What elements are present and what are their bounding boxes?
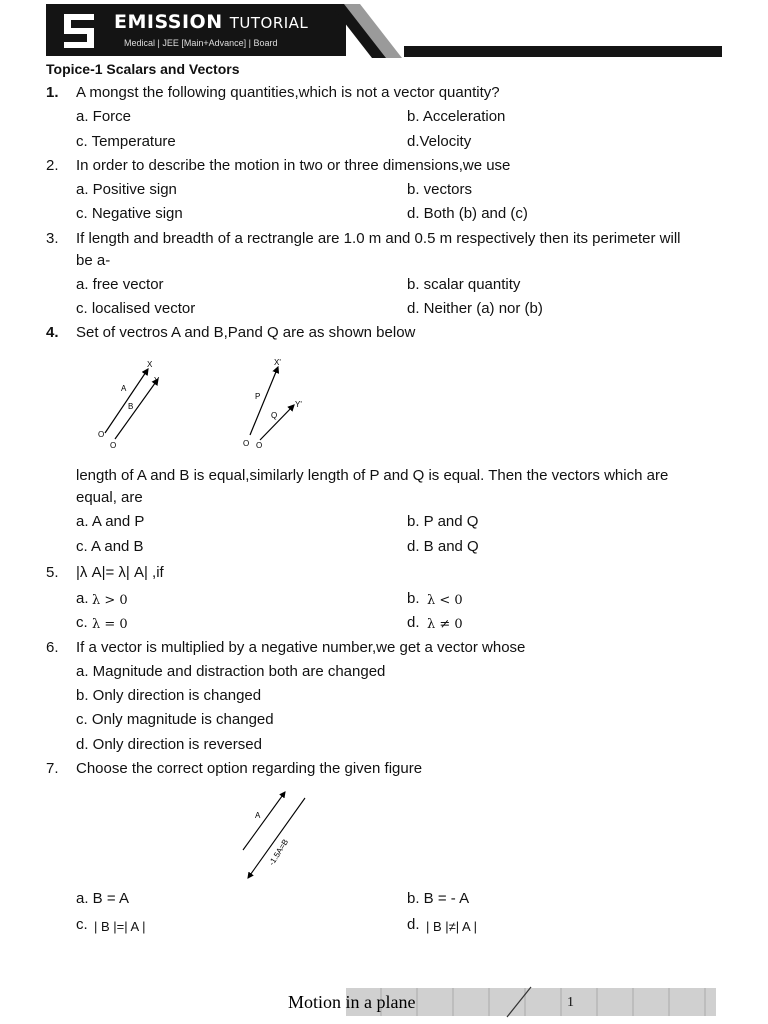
option: b. Acceleration xyxy=(407,108,506,125)
vector-figure-ab-pq xyxy=(90,355,320,455)
label-b: B xyxy=(128,402,134,411)
question-text: |λ A|= λ| A| ,if xyxy=(76,564,164,581)
brand-logo-block xyxy=(46,4,346,56)
question-text-cont: equal, are xyxy=(76,489,143,506)
option: c. Negative sign xyxy=(76,205,183,222)
question-number: 7. xyxy=(46,760,59,777)
page-number: 1 xyxy=(567,995,574,1010)
question-text: A mongst the following quantities,which is not a vector quantity? xyxy=(76,84,500,101)
label-y: Y xyxy=(154,376,160,385)
vector-figure-a-b xyxy=(235,788,315,884)
option: a. B = A xyxy=(76,890,129,907)
question-number: 6. xyxy=(46,639,59,656)
brand-main: EMISSION xyxy=(114,11,223,33)
brand-tagline: Medical | JEE [Main+Advance] | Board xyxy=(124,38,278,48)
header-slash-decoration xyxy=(330,4,410,58)
option-letter: b. xyxy=(407,590,420,607)
label-a: A xyxy=(255,811,261,820)
label-origin: O xyxy=(256,441,263,450)
option: a. Force xyxy=(76,108,132,125)
option: c. Only magnitude is changed xyxy=(76,711,274,728)
question-text: If length and breadth of a rectrangle are 1.0 m and 0.5 m respectively then its perimeter will xyxy=(76,230,681,247)
footer-title: Motion in a plane xyxy=(288,992,416,1012)
label-y-prime: Y' xyxy=(295,400,302,409)
page-header xyxy=(0,0,768,64)
label-x: X xyxy=(147,360,153,369)
option: b. B = - A xyxy=(407,890,470,907)
label-q: Q xyxy=(271,411,278,420)
question-text: Set of vectros A and B,Pand Q are as shown below xyxy=(76,324,416,341)
option: b. P and Q xyxy=(407,513,479,530)
option: d. Only direction is reversed xyxy=(76,736,262,753)
topic-title: Topice-1 Scalars and Vectors xyxy=(46,61,240,77)
question-text: Choose the correct option regarding the given figure xyxy=(76,760,423,777)
option: d. Neither (a) nor (b) xyxy=(407,300,543,317)
label-a: A xyxy=(121,384,127,393)
option: c. Temperature xyxy=(76,133,176,150)
question-text: If a vector is multiplied by a negative number,we get a vector whose xyxy=(76,639,526,656)
option: c. localised vector xyxy=(76,300,196,317)
label-origin: O xyxy=(98,430,105,439)
option: b. scalar quantity xyxy=(407,276,521,293)
option: a. Positive sign xyxy=(76,181,177,198)
label-p: P xyxy=(255,392,261,401)
option-letter: c. xyxy=(76,916,88,933)
option: a. free vector xyxy=(76,276,164,293)
question-number: 3. xyxy=(46,230,59,247)
footer-slash-icon xyxy=(505,985,535,1019)
option: d.Velocity xyxy=(407,133,472,150)
option: d. Both (b) and (c) xyxy=(407,205,528,222)
option: b. Only direction is changed xyxy=(76,687,262,704)
option: b. vectors xyxy=(407,181,473,198)
label-x-prime: X' xyxy=(274,358,281,367)
option: a. Magnitude and distraction both are changed xyxy=(76,663,386,680)
question-number: 5. xyxy=(46,564,59,581)
option-letter: d. xyxy=(407,614,420,631)
vector-p-arrow xyxy=(250,367,278,435)
question-text-cont: be a- xyxy=(76,252,111,269)
option: d. B and Q xyxy=(407,538,479,555)
brand-suffix: TUTORIAL xyxy=(229,14,309,32)
option-math: | B |≠| A | xyxy=(426,919,477,934)
option-letter: d. xyxy=(407,916,420,933)
option-math: λ > 0 xyxy=(92,593,128,608)
brand-name xyxy=(114,11,308,33)
option-math: | B |=| A | xyxy=(94,919,146,934)
header-bar xyxy=(404,46,722,57)
option-math: λ < 0 xyxy=(427,593,463,608)
emission-logo-icon xyxy=(56,12,106,50)
label-origin: O xyxy=(243,439,250,448)
option: a. A and P xyxy=(76,513,145,530)
question-text: In order to describe the motion in two or three dimensions,we use xyxy=(76,157,511,174)
option-math: λ = 0 xyxy=(92,617,128,632)
option-letter: c. xyxy=(76,614,88,631)
question-number: 1. xyxy=(46,84,59,101)
label-b-eq: -1.5A=B xyxy=(267,837,291,868)
label-origin: O xyxy=(110,441,117,450)
option: c. A and B xyxy=(76,538,144,555)
option-math: λ ≠ 0 xyxy=(427,617,463,632)
question-number: 4. xyxy=(46,324,59,341)
question-number: 2. xyxy=(46,157,59,174)
option-letter: a. xyxy=(76,590,89,607)
vector-b-arrow xyxy=(248,798,305,878)
question-text-cont: length of A and B is equal,similarly length of P and Q is equal. Then the vectors which are xyxy=(76,467,669,484)
vector-a-arrow xyxy=(243,792,285,850)
